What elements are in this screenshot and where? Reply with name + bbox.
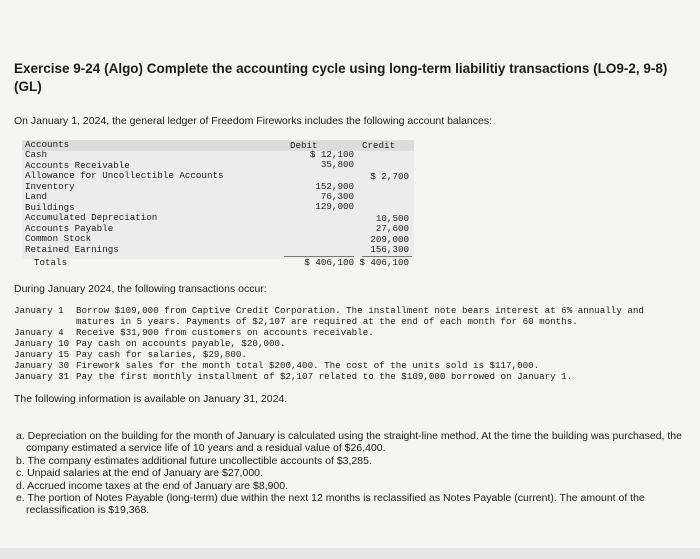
ledger-row-account: Buildings <box>25 202 75 213</box>
ledger-row-credit: 10,500 <box>375 213 409 224</box>
ledger-row-account: Accounts Receivable <box>25 160 130 171</box>
ledger-row-debit: 129,000 <box>315 201 354 212</box>
transactions-intro: During January 2024, the following transactions occur: <box>14 283 267 295</box>
adjustment-item: c. Unpaid salaries at the end of January are $27,000. <box>16 467 263 480</box>
ledger-row-account: Allowance for Uncollectible Accounts <box>25 170 224 181</box>
ledger-row-debit: 152,900 <box>315 181 354 192</box>
ledger-header-row <box>22 140 414 151</box>
intro-text: On January 1, 2024, the general ledger of Freedom Fireworks includes the following account balances: <box>14 115 493 127</box>
adjustment-item: d. Accrued income taxes at the end of January are $8,900. <box>16 479 289 492</box>
transaction-date: January 4 <box>14 327 64 338</box>
ledger-row-account: Retained Earnings <box>25 244 119 255</box>
transaction-text: Pay cash on accounts payable, $20,000. <box>76 338 286 349</box>
transaction-text: Firework sales for the month total $200,400. The cost of the units sold is $117,000. <box>76 360 540 371</box>
header-accounts: Accounts <box>25 139 70 150</box>
bottom-edge-strip <box>0 548 700 559</box>
transaction-text: matures in 5 years. Payments of $2,107 are required at the end of each month for 60 months. <box>76 316 578 327</box>
transaction-date: January 10 <box>14 338 70 349</box>
ledger-row-debit: 76,300 <box>320 191 354 202</box>
adjustment-item: a. Depreciation on the building for the month of January is calculated using the straight-line method. At the time the building was purchased, the company estimated a service life of 10 years and a residual value of $26,400. <box>16 430 682 455</box>
transaction-date: January 30 <box>14 360 70 371</box>
exercise-title: Exercise 9-24 (Algo) Complete the accounting cycle using long-term liabilitiy transactions (LO9-2, 9-8) (GL) <box>14 61 668 94</box>
ledger-row-account: Common Stock <box>25 233 92 244</box>
header-debit: Debit <box>290 140 318 151</box>
ledger-row-credit: 156,300 <box>370 244 409 255</box>
adjustment-item: b. The company estimates additional future uncollectible accounts of $3,285. <box>16 454 372 467</box>
header-credit: Credit <box>362 140 396 151</box>
transaction-text: Pay cash for salaries, $29,800. <box>76 349 247 360</box>
totals-debit: $ 406,100 <box>304 257 354 268</box>
ledger-row-account: Accumulated Depreciation <box>25 212 158 223</box>
ledger-row-debit: 35,800 <box>320 159 354 170</box>
ledger-row-account: Inventory <box>25 181 75 192</box>
ledger-row-credit: 209,000 <box>370 234 409 245</box>
ledger-row-account: Land <box>25 191 48 202</box>
totals-label: Totals <box>34 257 68 268</box>
transaction-text: Borrow $109,000 from Captive Credit Corporation. The installment note bears interest at 6% annually and <box>76 305 644 316</box>
transaction-text: Receive $31,900 from customers on accounts receivable. <box>76 327 374 338</box>
transaction-text: Pay the first monthly installment of $2,107 related to the $109,000 borrowed on January 1. <box>76 371 573 382</box>
transaction-date: January 31 <box>14 371 70 382</box>
ledger-row-credit: 27,600 <box>375 223 409 234</box>
transaction-date: January 1 <box>14 305 64 316</box>
ledger-row-credit: $ 2,700 <box>370 171 409 182</box>
totals-credit: $ 406,100 <box>359 257 409 268</box>
adjustment-item: e. The portion of Notes Payable (long-term) due within the next 12 months is reclassified as Notes Payable (current). The amount of the reclassification is $19,368. <box>16 492 645 517</box>
ledger-row-account: Cash <box>25 149 48 160</box>
ledger-row-account: Accounts Payable <box>25 223 114 234</box>
available-info-intro: The following information is available on January 31, 2024. <box>14 393 288 405</box>
transaction-date: January 15 <box>14 349 70 360</box>
ledger-table <box>22 140 414 272</box>
ledger-row-debit: $ 12,100 <box>309 149 354 160</box>
adjustments-list <box>8 430 688 517</box>
